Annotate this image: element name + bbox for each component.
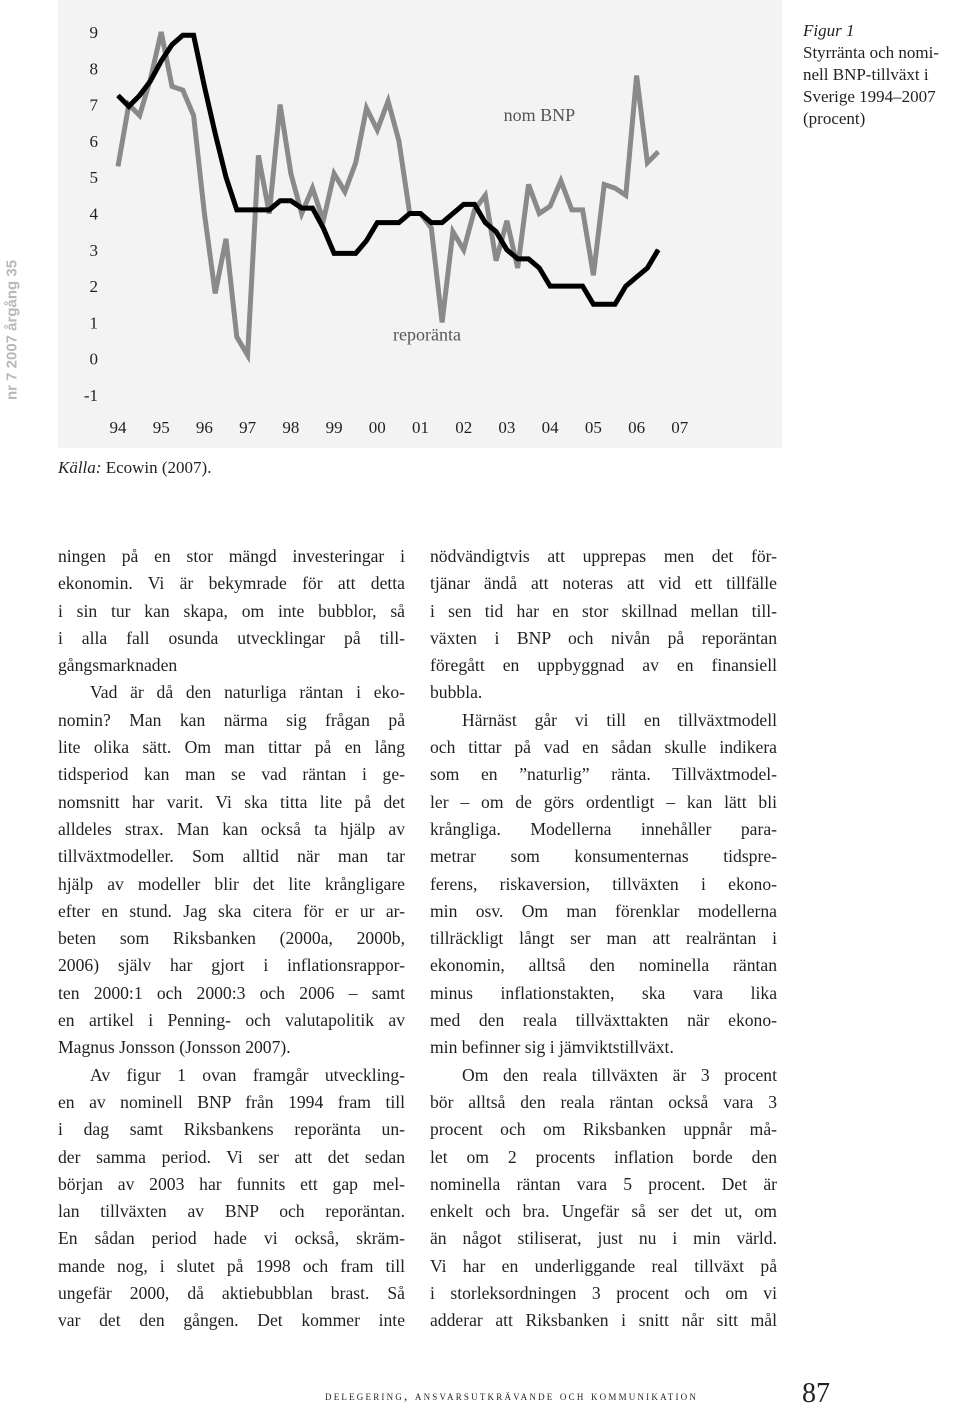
data-point [226, 238, 227, 239]
figure-number: Figur 1 [803, 21, 855, 40]
data-point [582, 209, 583, 210]
x-axis-ticks [110, 418, 689, 437]
data-point [301, 208, 302, 209]
data-point [398, 140, 399, 141]
text-line: ten 2000:1 och 2000:3 och 2006 – samt [58, 982, 405, 1003]
text-line: tidsperiod kan man se vad räntan i ge- [58, 764, 405, 785]
data-point [571, 286, 572, 287]
text-line: efter en stund. Jag ska citera för er ur ar- [58, 900, 405, 921]
text-line: föregått en uppbyggnad av en finansiell [430, 655, 777, 676]
journal-issue-text: nr 7 2007 årgång 35 [3, 259, 21, 401]
text-line: lan tillväxten av BNP och reporäntan. [58, 1201, 405, 1222]
series-annotation: nom BNP [503, 104, 576, 125]
text-line: der samma period. Vi ser att det sedan [58, 1146, 405, 1167]
data-point [636, 277, 637, 278]
text-line: en artikel i Penning- och valutapolitik av [58, 1010, 405, 1031]
data-point [625, 195, 626, 196]
y-tick-label: 4 [89, 204, 98, 224]
data-point [431, 228, 432, 229]
x-tick-label: 01 [412, 418, 429, 437]
text-line: i sin tur kan skapa, om inte bubblor, så [58, 600, 405, 621]
data-point [496, 260, 497, 261]
data-point [658, 249, 659, 250]
data-point [269, 213, 270, 214]
text-line: minus inflationstakten, ska vara lika [430, 982, 777, 1003]
text-line: än något stiliserat, just nu i min värld. [430, 1228, 777, 1249]
x-tick-label: 00 [368, 418, 386, 437]
series-annotation: reporänta [392, 324, 461, 345]
data-point [539, 268, 540, 269]
source-label: Källa: [58, 458, 102, 477]
data-point [604, 304, 605, 305]
data-point [560, 180, 561, 181]
x-tick-label: 02 [455, 418, 473, 437]
data-point [334, 173, 335, 174]
data-point [128, 106, 129, 107]
data-point [604, 184, 605, 185]
data-point [398, 222, 399, 223]
y-tick-label: 8 [89, 59, 98, 79]
data-point [571, 209, 572, 210]
text-line: i storleksordningen 3 procent och om vi [430, 1283, 777, 1304]
data-point [355, 162, 356, 163]
x-tick-label: 05 [584, 418, 602, 437]
text-line: adderar att Riksbanken i snitt når sitt mål [430, 1310, 777, 1331]
data-point [506, 220, 507, 221]
text-line: ungefär 2000, då aktiebubblan brast. Så [58, 1283, 405, 1304]
data-point [377, 222, 378, 223]
y-tick-label: 7 [89, 95, 98, 115]
body-column-left [58, 543, 405, 1335]
data-point [193, 115, 194, 116]
data-point [236, 209, 237, 210]
source-text: Ecowin (2007). [101, 458, 212, 477]
text-line: enkelt och bra. Ungefär så ser det ut, om [430, 1201, 777, 1222]
figure-title-line: Styrränta och nomi- [803, 43, 939, 62]
data-point [366, 240, 367, 241]
text-line: lite olika sätt. Om man tittar på en lång [58, 737, 405, 758]
text-line: ekonomin, alltså den nominella räntan [430, 955, 777, 976]
data-point [344, 253, 345, 254]
page-number: 87 [802, 1378, 830, 1409]
series-lines [118, 32, 659, 356]
data-point [658, 151, 659, 152]
data-point [334, 253, 335, 254]
data-point [280, 104, 281, 105]
data-point [118, 95, 119, 96]
data-point [593, 275, 594, 276]
text-line: nomin? Man kan närma sig frågan på [58, 709, 405, 730]
data-point [560, 286, 561, 287]
chart-svg [58, 0, 782, 448]
text-line: krångliga. Modellerna innehåller para- [430, 818, 777, 839]
data-point [431, 222, 432, 223]
figure-title-line: Sverige 1994–2007 [803, 87, 936, 106]
text-line: början av 2003 har funnits ett gap mel- [58, 1173, 405, 1194]
data-point [593, 304, 594, 305]
data-point [323, 228, 324, 229]
figure-source [58, 458, 211, 478]
data-point [226, 177, 227, 178]
body-paragraph [58, 1062, 405, 1335]
body-paragraph [430, 543, 777, 707]
x-tick-label: 97 [239, 418, 257, 437]
data-point [172, 44, 173, 45]
data-point [442, 322, 443, 323]
text-line: mande nog, i slutet på 1998 och fram till [58, 1255, 405, 1276]
text-line: växten i BNP och nivån på reporäntan [430, 627, 777, 648]
data-point [247, 355, 248, 356]
text-line: min befinner sig i jämviktstillväxt. [430, 1037, 674, 1058]
text-line: gångsmarknaden [58, 655, 178, 676]
data-point [420, 213, 421, 214]
data-point [388, 222, 389, 223]
data-point [496, 231, 497, 232]
journal-issue-label [0, 0, 24, 400]
data-point [312, 188, 313, 189]
text-line: med den reala tillväxttakten när ekono- [430, 1010, 777, 1031]
y-tick-label: 0 [89, 349, 98, 369]
data-point [485, 195, 486, 196]
text-line: Vad är då den naturliga räntan i eko- [90, 682, 405, 703]
data-point [150, 81, 151, 82]
y-tick-label: 2 [89, 277, 98, 297]
text-line: ler – om de görs ordentligt – kan lätt bli [430, 791, 777, 812]
y-tick-label: 5 [89, 168, 98, 188]
text-line: bubbla. [430, 682, 483, 703]
data-point [615, 188, 616, 189]
data-point [301, 213, 302, 214]
data-point [204, 213, 205, 214]
figure-caption [803, 20, 953, 130]
text-line: procent och om Riksbanken uppnår må- [430, 1119, 777, 1140]
data-point [323, 220, 324, 221]
text-line: metrar som konsumenternas tidspre- [430, 846, 777, 867]
data-point [247, 209, 248, 210]
x-tick-label: 04 [541, 418, 559, 437]
data-point [647, 268, 648, 269]
text-line: en av nominell BNP från 1994 fram till [58, 1091, 405, 1112]
running-footer-title: delegering, ansvarsutkrävande och kommunikation [325, 1388, 699, 1403]
data-point [528, 258, 529, 259]
text-line: Av figur 1 ovan framgår utveckling- [90, 1064, 405, 1085]
data-point [236, 336, 237, 337]
text-line: tillräckligt långt ser man att realräntan i [430, 928, 777, 949]
data-point [215, 293, 216, 294]
data-point [625, 286, 626, 287]
x-tick-label: 95 [152, 418, 170, 437]
data-point [528, 184, 529, 185]
text-line: beten som Riksbanken (2000a, 2000b, [58, 928, 405, 949]
data-point [161, 61, 162, 62]
text-line: i sen tid har en stor skillnad mellan till- [430, 600, 777, 621]
body-paragraph [430, 707, 777, 1062]
text-line: 2006) själv har gjort i inflationsrappor- [58, 955, 405, 976]
text-line: hjälp av modeller blir det lite krångligare [58, 873, 405, 894]
data-point [182, 35, 183, 36]
x-tick-label: 94 [109, 418, 127, 437]
text-line: nomsnitt har varit. Vi ska titta lite på det [58, 791, 405, 812]
data-point [258, 209, 259, 210]
data-point [442, 222, 443, 223]
x-tick-label: 99 [325, 418, 343, 437]
x-tick-label: 07 [671, 418, 689, 437]
y-axis-ticks [84, 23, 99, 405]
data-point [161, 32, 162, 33]
data-point [280, 200, 281, 201]
text-line: min osv. Om man förenklar modellerna [430, 900, 777, 921]
text-line: Magnus Jonsson (Jonsson 2007). [58, 1037, 291, 1058]
figure-chart [58, 0, 782, 448]
data-point [215, 133, 216, 134]
y-tick-label: -1 [83, 386, 98, 405]
data-point [258, 155, 259, 156]
data-point [485, 222, 486, 223]
text-line: tjänar ändå att noteras att vid ett tillfälle [430, 573, 777, 594]
y-tick-label: 6 [89, 131, 98, 151]
body-paragraph [58, 679, 405, 1061]
text-line: alldeles strax. Man kan också ta hjälp av [58, 818, 405, 839]
text-line: var det den gången. Det kommer inte [58, 1310, 405, 1331]
y-tick-label: 3 [89, 240, 98, 260]
data-point [539, 213, 540, 214]
text-line: i alla fall osunda utvecklingar på till- [58, 627, 405, 648]
y-tick-label: 9 [89, 23, 98, 42]
text-line: En sådan period hade vi också, skräm- [58, 1228, 405, 1249]
body-column-right [430, 543, 777, 1335]
data-point [388, 101, 389, 102]
data-point [550, 206, 551, 207]
data-point [290, 200, 291, 201]
text-line: ferens, riskaversion, tillväxten i ekono- [430, 873, 777, 894]
text-line: ningen på en stor mängd investeringar i [58, 546, 405, 566]
body-paragraph [58, 543, 405, 679]
data-point [139, 115, 140, 116]
series-line-nom-bnp [118, 32, 658, 355]
data-point [506, 249, 507, 250]
data-point [312, 208, 313, 209]
data-point [452, 213, 453, 214]
text-line: nödvändigtvis att upprepas men det för- [430, 546, 777, 566]
text-line: bör alltså den reala räntan också vara 3 [430, 1091, 777, 1112]
body-paragraph [430, 1062, 777, 1335]
data-point [355, 253, 356, 254]
data-point [344, 191, 345, 192]
y-tick-label: 1 [89, 313, 98, 333]
data-point [452, 231, 453, 232]
text-line: Vi har en underliggande real tillväxt på [430, 1255, 777, 1276]
x-tick-label: 98 [282, 418, 300, 437]
data-point [118, 166, 119, 167]
x-tick-label: 96 [195, 418, 213, 437]
data-point [463, 204, 464, 205]
data-point [474, 204, 475, 205]
data-point [172, 86, 173, 87]
data-point [636, 75, 637, 76]
text-line: som en ”naturlig” ränta. Tillväxtmodel- [430, 764, 777, 785]
text-line: ekonomin. Vi är bekymrade för att detta [58, 573, 405, 594]
data-point [290, 173, 291, 174]
text-line: nominella räntan vara 5 procent. Det är [430, 1173, 777, 1194]
figure-title-line: nell BNP-tillväxt i [803, 65, 929, 84]
text-line: och tittar på vad en sådan skulle indikera [430, 737, 777, 758]
data-point [204, 86, 205, 87]
data-point [517, 268, 518, 269]
x-tick-label: 06 [628, 418, 646, 437]
data-point [615, 304, 616, 305]
data-point [377, 130, 378, 131]
data-point [517, 258, 518, 259]
data-point [550, 286, 551, 287]
data-point [139, 95, 140, 96]
data-point [582, 286, 583, 287]
data-point [366, 108, 367, 109]
text-line: Härnäst går vi till en tillväxtmodell [462, 709, 777, 730]
data-point [409, 213, 410, 214]
data-point [182, 90, 183, 91]
text-line: let om 2 procents inflation borde den [430, 1146, 777, 1167]
x-tick-label: 03 [498, 418, 516, 437]
figure-title-line: (procent) [803, 109, 866, 128]
data-point [463, 249, 464, 250]
text-line: Om den reala tillväxten är 3 procent [462, 1064, 777, 1085]
text-line: tillväxtmodeller. Som alltid när man tar [58, 846, 405, 867]
text-line: i dag samt Riksbankens reporänta un- [58, 1119, 405, 1140]
data-point [647, 162, 648, 163]
data-point [269, 209, 270, 210]
data-point [193, 35, 194, 36]
